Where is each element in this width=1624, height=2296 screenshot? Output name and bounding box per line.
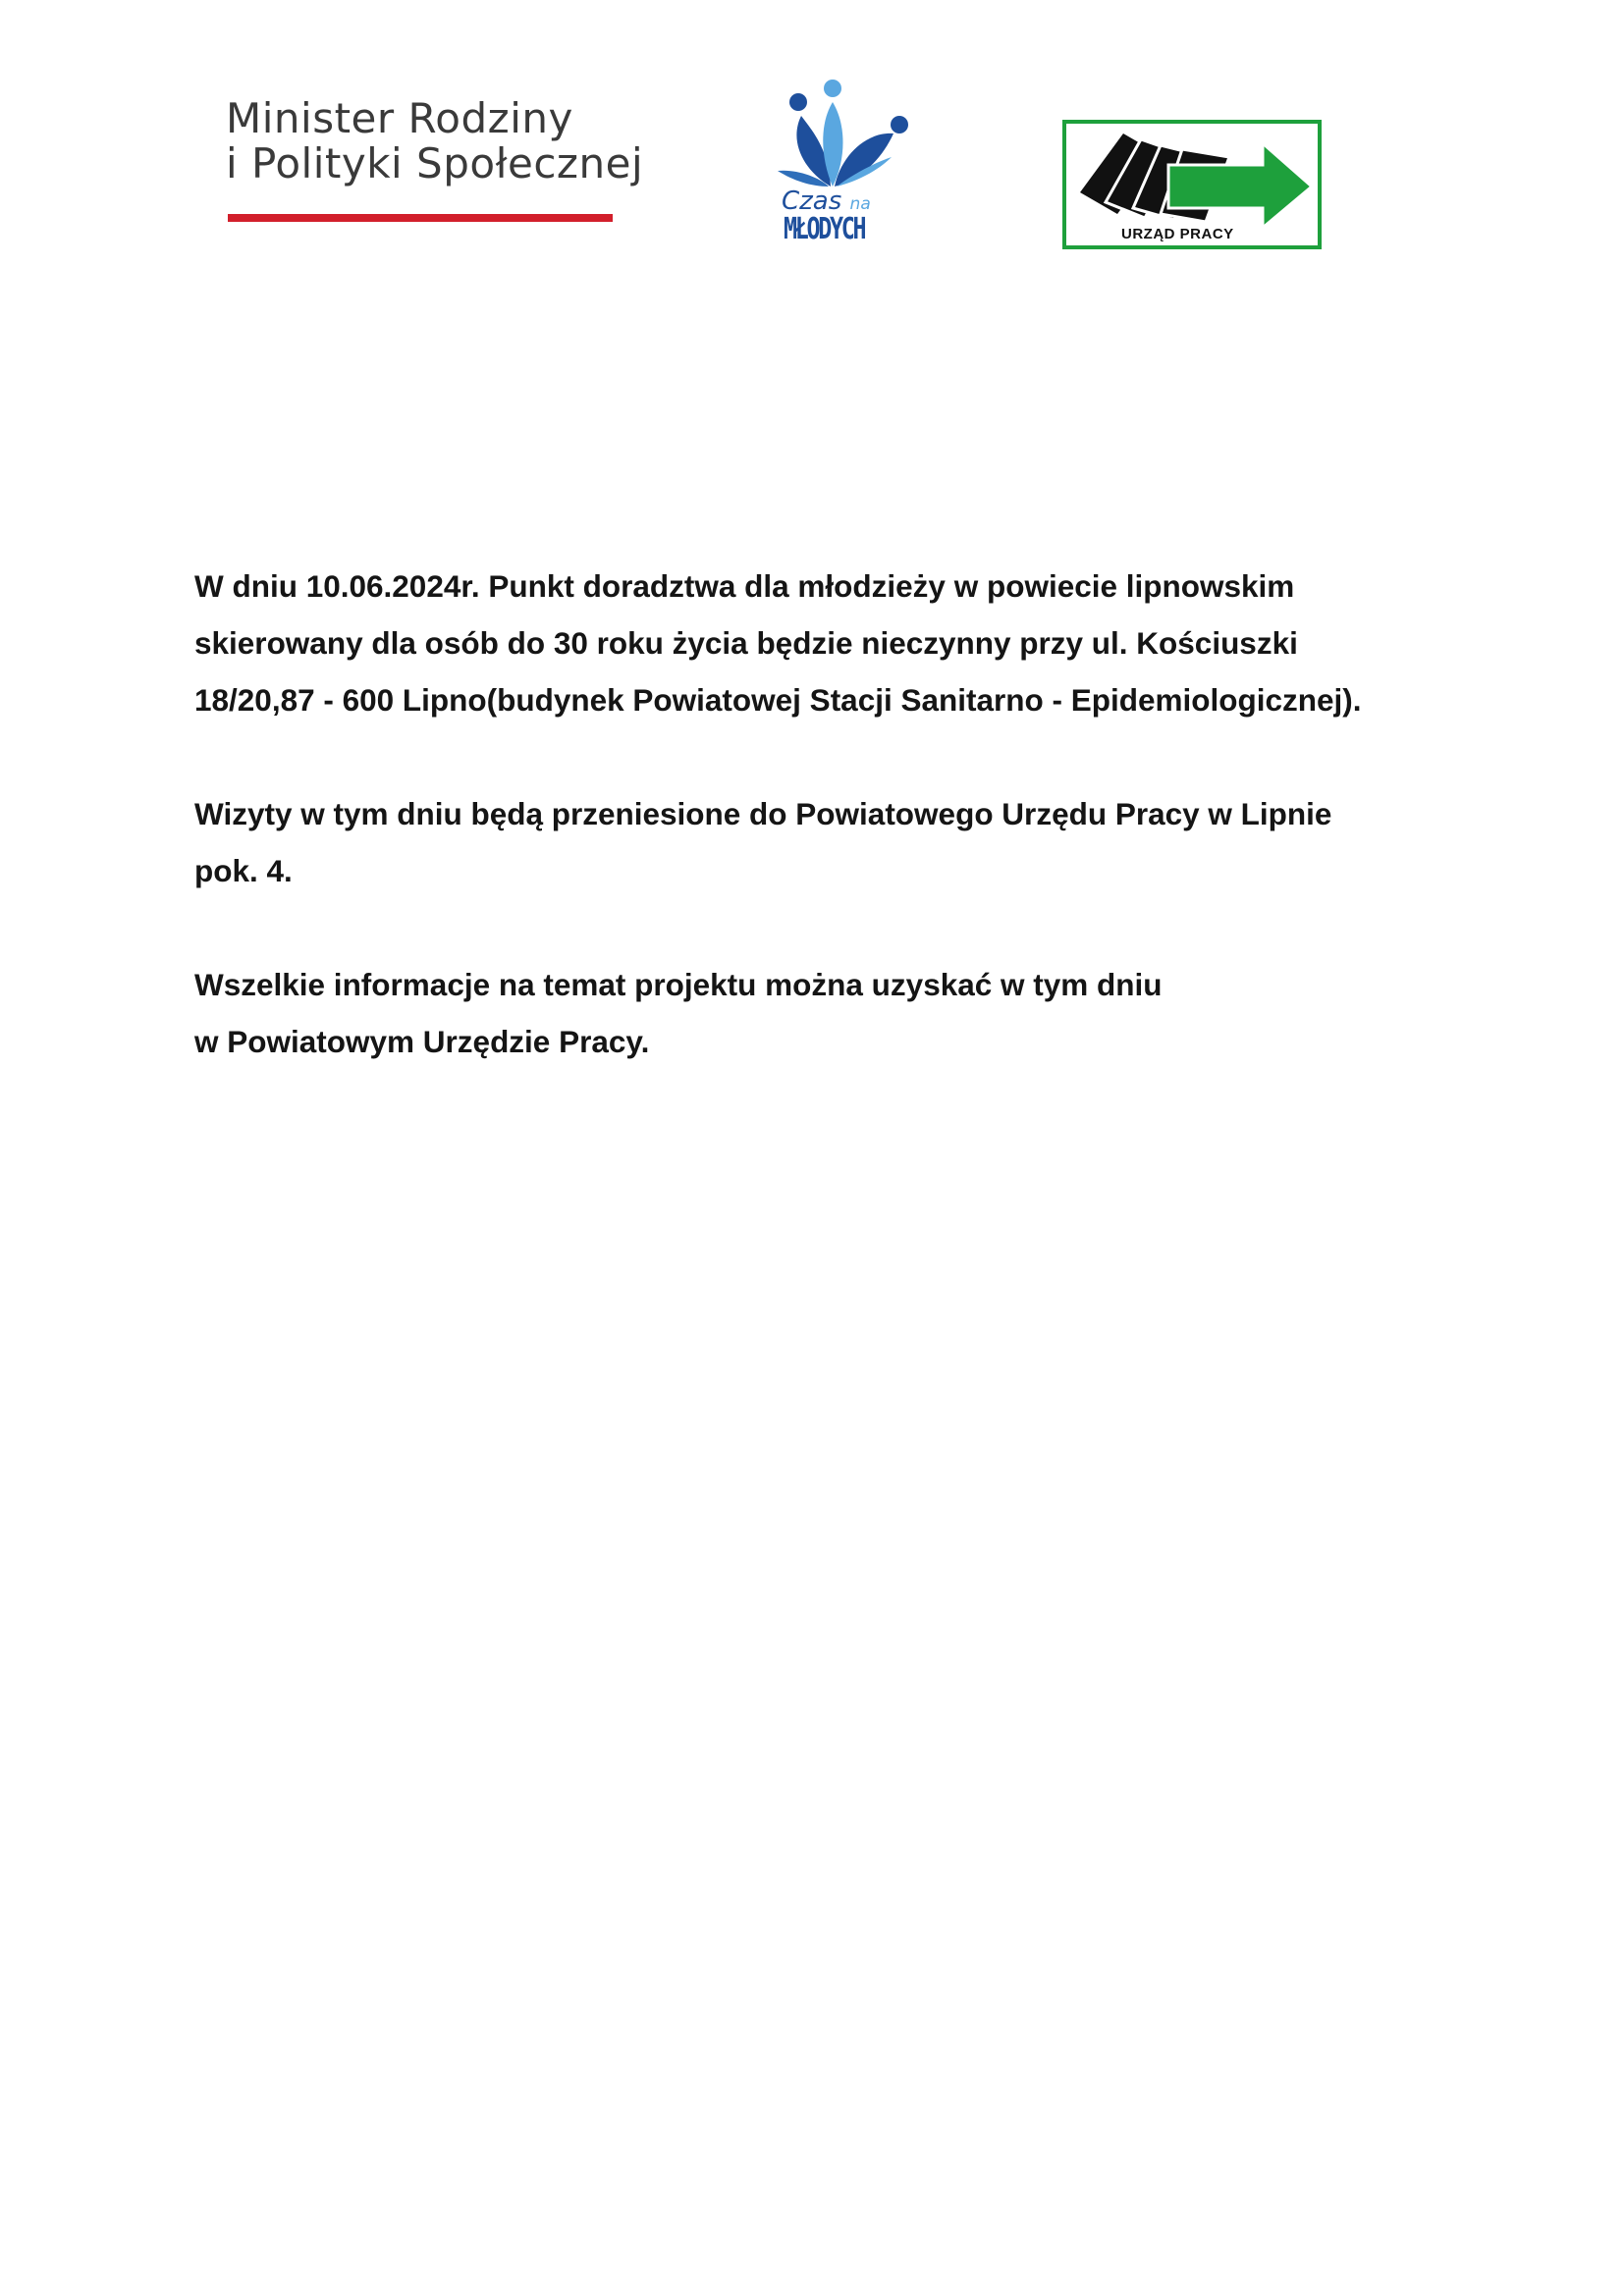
czas-figures-icon <box>772 71 929 193</box>
na-word: na <box>849 194 871 214</box>
czas-na-mlodych-logo <box>772 71 929 247</box>
notice-paragraph-1 <box>194 558 1471 728</box>
paragraph-1-line-1: W dniu 10.06.2024r. Punkt doradztwa dla młodzieży w powiecie lipnowskim <box>194 568 1295 604</box>
ministry-logo-red-rule <box>228 214 613 222</box>
notice-content <box>194 558 1471 1127</box>
urzad-pracy-logo <box>1062 120 1322 249</box>
notice-paragraph-3 <box>194 956 1471 1070</box>
paragraph-3-line-1: Wszelkie informacje na temat projektu można uzyskać w tym dniu <box>194 967 1163 1002</box>
paragraph-2-line-1: Wizyty w tym dniu będą przeniesione do Powiatowego Urzędu Pracy w Lipnie <box>194 796 1332 831</box>
urzad-pracy-label: URZĄD PRACY <box>1121 226 1234 242</box>
ministry-logo <box>192 94 644 241</box>
paragraph-1-line-2: skierowany dla osób do 30 roku życia będzie nieczynny przy ul. Kościuszki <box>194 625 1298 661</box>
ministry-logo-line1: Minister Rodziny <box>226 94 573 142</box>
notice-paragraph-2 <box>194 785 1471 899</box>
paragraph-2-line-2: pok. 4. <box>194 853 293 888</box>
paragraph-3-line-2: w Powiatowym Urzędzie Pracy. <box>194 1024 650 1059</box>
ministry-logo-line2: i Polityki Społecznej <box>226 139 644 187</box>
paragraph-1-line-3: 18/20,87 - 600 Lipno(budynek Powiatowej Stacji Sanitarno - Epidemiologicznej). <box>194 682 1362 718</box>
mlodych-word: MŁODYCH <box>784 212 865 246</box>
czas-word: Czas <box>782 187 842 216</box>
